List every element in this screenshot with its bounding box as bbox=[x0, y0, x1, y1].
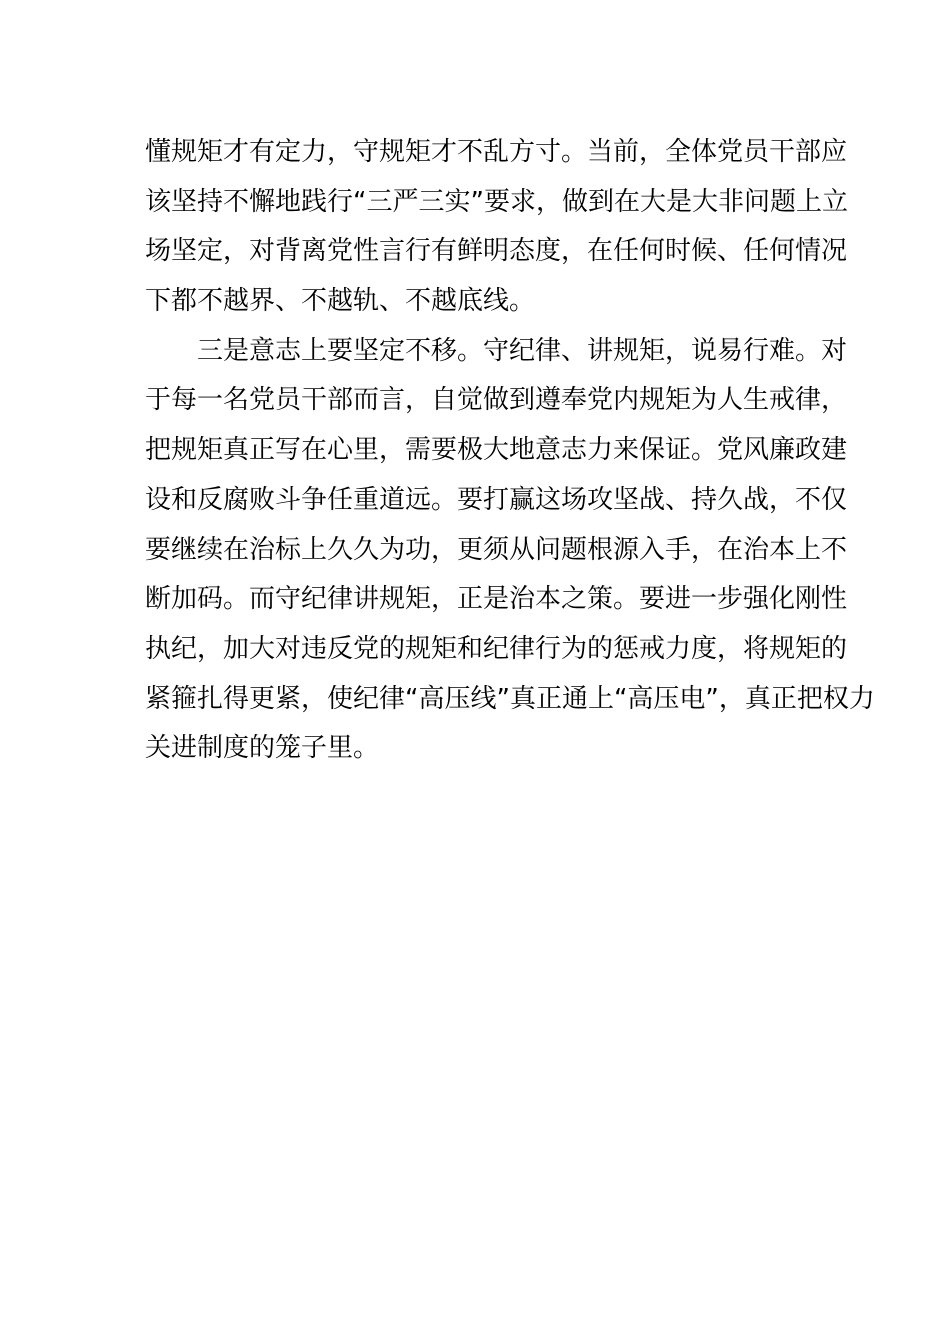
text-line: 把规矩真正写在心里，需要极大地意志力来保证。党风廉政建 bbox=[145, 435, 848, 466]
paragraph-1 bbox=[145, 128, 848, 327]
paragraph-2 bbox=[145, 327, 875, 774]
text-line: 关进制度的笼子里。 bbox=[145, 733, 380, 764]
text-line: 该坚持不懈地践行“三严三实”要求，做到在大是大非问题上立 bbox=[145, 186, 848, 217]
text-line: 要继续在治标上久久为功，更须从问题根源入手，在治本上不 bbox=[145, 534, 848, 565]
text-line: 下都不越界、不越轨、不越底线。 bbox=[145, 286, 536, 317]
text-line: 三是意志上要坚定不移。守纪律、讲规矩，说易行难。对 bbox=[145, 335, 848, 366]
text-line: 场坚定，对背离党性言行有鲜明态度，在任何时候、任何情况 bbox=[145, 236, 848, 267]
text-line: 断加码。而守纪律讲规矩，正是治本之策。要进一步强化刚性 bbox=[145, 584, 848, 615]
text-line: 设和反腐败斗争任重道远。要打赢这场攻坚战、持久战，不仅 bbox=[145, 484, 848, 515]
text-line: 紧箍扎得更紧，使纪律“高压线”真正通上“高压电”，真正把权力 bbox=[145, 683, 875, 714]
text-line: 执纪，加大对违反党的规矩和纪律行为的惩戒力度，将规矩的 bbox=[145, 633, 848, 664]
text-line: 于每一名党员干部而言，自觉做到遵奉党内规矩为人生戒律， bbox=[145, 385, 848, 416]
document-body bbox=[145, 128, 875, 774]
text-line: 懂规矩才有定力，守规矩才不乱方寸。当前，全体党员干部应 bbox=[145, 137, 848, 167]
